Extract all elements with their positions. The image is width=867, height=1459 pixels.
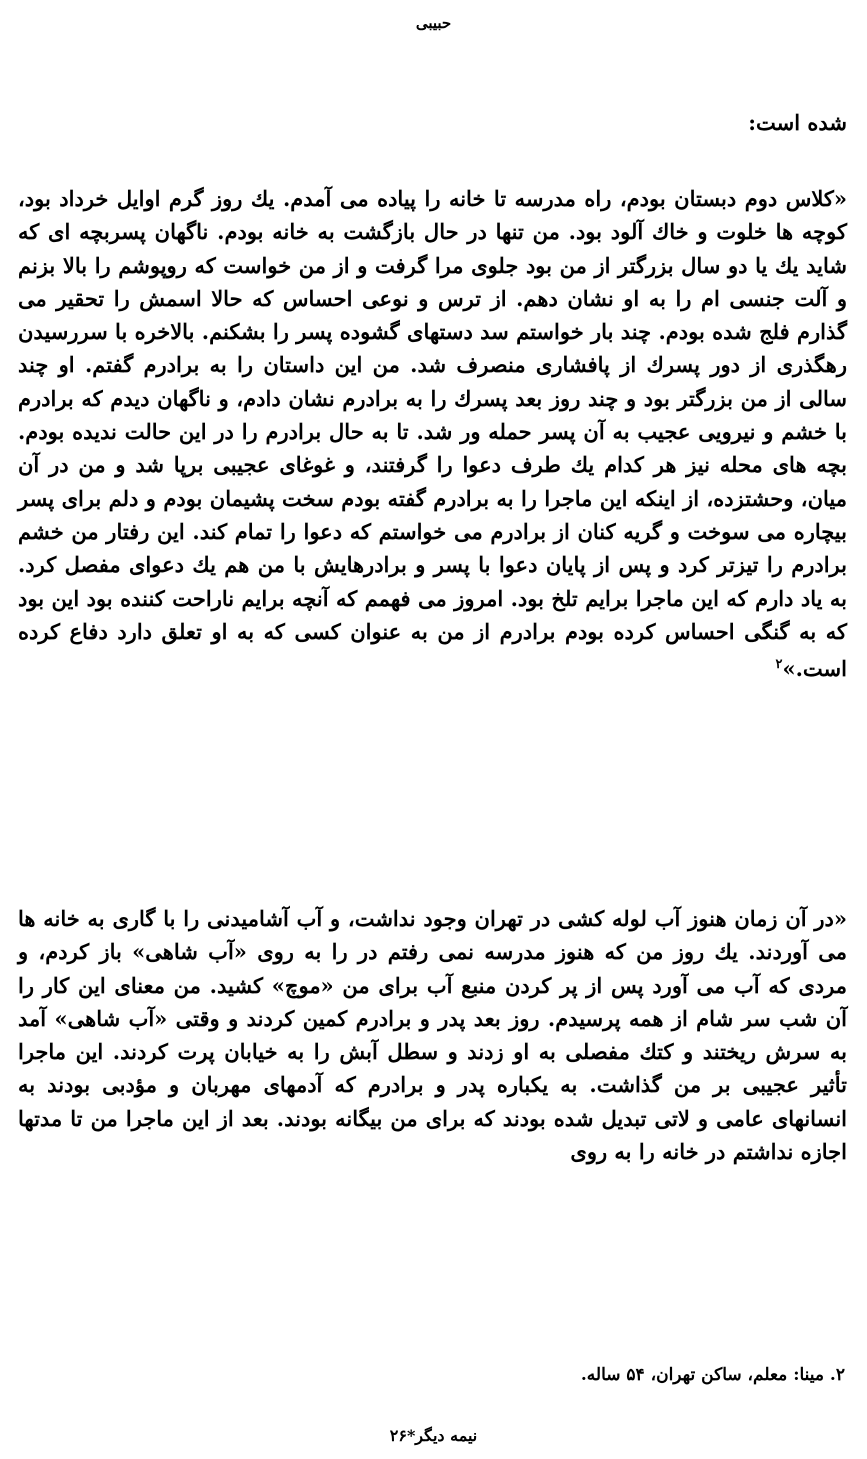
footnote: ۲. مینا: معلم، ساکن تهران، ۵۴ ساله. bbox=[580, 1365, 845, 1385]
page-footer: نیمه دیگر*۲۶ bbox=[389, 1426, 478, 1445]
footnote-marker: ۲ bbox=[775, 657, 783, 673]
intro-line: شده است: bbox=[748, 110, 847, 135]
paragraph-1-text: «کلاس دوم دبستان بودم، راه مدرسه تا خانه را پیاده می آمدم. یك روز گرم اوایل خرداد بود، کوچه ها خلوت و خاك آلود بود. من تنها در حال بازگشت به خانه بودم. ناگهان پسربچه ای که شاید یك یا دو سال بزرگتر از من بود جلوی مرا گرفت و از من خواست که روپوشم را بالا بزنم و آلت جنسی ام را به او نشان دهم. از ترس و نوعی احساس که حالا اسمش را تحقیر می گذارم فلج شده بودم. چند بار خواستم سد دستهای گشوده پسر را بشکنم. بالاخره با سررسیدن رهگذری از دور پسرك از پافشاری منصرف شد. من این داستان را به برادرم گفتم. او چند سالی از من بزرگتر بود و چند روز بعد پسرك را به برادرم نشان دادم، و ناگهان دیدم که برادرم با خشم و نیرویی عجیب به آن پسر حمله ور شد. تا به حال برادرم را در این حالت ندیده بودم. بچه های محله نیز هر کدام یك طرف دعوا را گرفتند، و غوغای عجیبی برپا شد و من در آن میان، وحشتزده، از اینکه این ماجرا را به برادرم گفته بودم سخت پشیمان بودم و دلم برای پسر بیچاره می سوخت و گریه کنان از برادرم می خواستم که دعوا را تمام کند. این رفتار من خشم برادرم را تیزتر کرد و پس از پایان دعوا با پسر و برادرهایش با من هم یك دعوای مفصل کرد. به یاد دارم که این ماجرا برایم تلخ بود. امروز می فهمم که آنچه برایم ناراحت کننده بود این بود که به گنگی احساس کرده بودم برادرم از من به عنوان کسی که به او تعلق دارد دفاع کرده است.» bbox=[18, 186, 847, 682]
running-header: حبیبی bbox=[415, 14, 452, 32]
paragraph-1 bbox=[18, 182, 847, 685]
paragraph-2: «در آن زمان هنوز آب لوله کشی در تهران وجود نداشت، و آب آشامیدنی را با گاری به خانه ها می آوردند. یك روز من که هنوز مدرسه نمی رفتم در را به روی «آب شاهی» باز کردم، و مردی که آب می آورد پس از پر کردن منبع آب برای من «موچ» کشید. من معنای این کار را آن شب سر شام از همه پرسیدم. روز بعد پدر و برادرم کمین کردند و وقتی «آب شاهی» آمد به سرش ریختند و کتك مفصلی به او زدند و سطل آبش را به خیابان پرت کردند. این ماجرا تأثیر عجیبی بر من گذاشت. به یکباره پدر و برادرم که آدمهای مهربان و مؤدبی بودند به انسانهای عامی و لاتی تبدیل شده بودند که برای من بیگانه بودند. بعد از این ماجرا من تا مدتها اجازه نداشتم در خانه را به روی bbox=[18, 906, 847, 1165]
